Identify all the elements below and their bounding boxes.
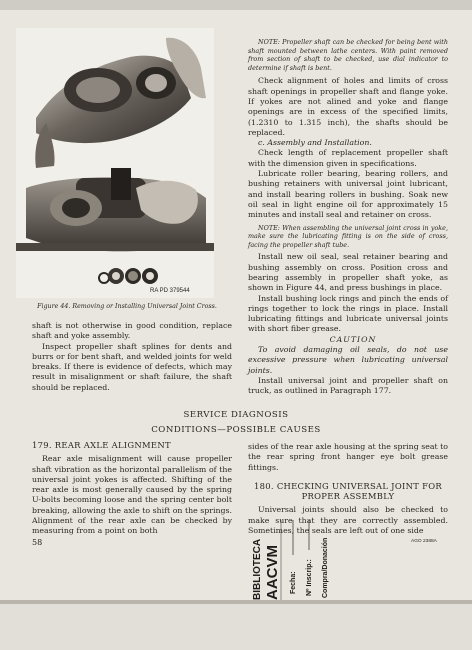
top-photo (35, 38, 206, 168)
service-diagnosis-subtitle: CONDITIONS—POSSIBLE CAUSES (151, 425, 321, 435)
section-179-text: Rear axle misalignment will cause propeller shaft vibration as the horizontal parallelism of the universal joint yokes is affected. Shifting of the rear axle is most generally caused by the spring U-bolts becoming loose and the spring center bolt breaking, allowing the axle to shift on the springs. Alignment of the rear axle can be checked by measuring from a point on both (32, 454, 232, 536)
section-180-heading: 180. CHECKING UNIVERSAL JOINT FOR PROPER ASSEMBLY (254, 480, 442, 502)
paragraph-install-seal: Install new oil seal, seal retainer bearing and bushing assembly on cross. Position cross and bearing assembly in propeller shaft yoke, as shown in Figure 44, and press bushings in place. (248, 252, 448, 293)
stamp-inscrip: Nº Inscrip.: (306, 559, 313, 596)
scan-shadow (0, 600, 472, 604)
section-179-heading: 179. REAR AXLE ALIGNMENT (32, 440, 171, 450)
section-179 (32, 440, 232, 537)
paragraph-length: Check length of replacement propeller shaft with the dimension given in specifications. (248, 148, 448, 168)
section-180-text: Universal joints should also be checked to make sure that they are correctly assembled. Sometimes, the seals are left out of one side (248, 505, 448, 536)
note-bent-shaft: NOTE: Propeller shaft can be checked for being bent with shaft mounted between lathe centers. With paint removed from section of shaft to be checked, use dial indicator to determine if shaft is bent. (248, 38, 448, 72)
stamp-compra: Compra/Donación (322, 537, 329, 598)
stamp-org: AACVM (264, 545, 281, 600)
paragraph-replace-shaft: shaft is not otherwise in good condition, replace shaft and yoke assembly. (32, 321, 232, 341)
figure-ra-label: RA PD 379544 (150, 288, 190, 294)
service-diagnosis-title: SERVICE DIAGNOSIS (183, 410, 289, 420)
caution-text: To avoid damaging oil seals, do not use excessive pressure when lubricating universal joints. (248, 344, 448, 375)
paragraph-lubricate: Lubricate roller bearing, bearing rollers, and bushing retainers with universal joint lubricant, and install bearing rollers in bushing. Soak new oil seal in light engine oil for approximately 15 minutes and install seal and retainer on cross. (248, 169, 448, 220)
figure-caption: Figure 44. Removing or Installing Universal Joint Cross. (37, 303, 217, 310)
ago-code: AGO 2388A (411, 539, 437, 544)
bottom-photo (16, 168, 214, 251)
paragraph-install-joint: Install universal joint and propeller shaft on truck, as outlined in Paragraph 177. (248, 375, 448, 396)
note-lubricating-fitting: NOTE: When assembling the universal joint cross in yoke, make sure the lubricating fitting is on the side of cross, facing the propeller shaft tube. (248, 223, 448, 249)
universal-joint-illustration (16, 28, 214, 298)
paragraph-lock-rings: Install bushing lock rings and pinch the ends of rings together to lock the rings in place. Install lubricating fittings and lubricate universal joints with short fiber grease. (248, 293, 448, 334)
paragraph-alignment: Check alignment of holes and limits of cross shaft openings in propeller shaft and flange yoke. If yokes are not alined and yoke and flange openings are in excess of the specified limits, (1.2310 to 1.315 inch), the shafts should be replaced. (248, 76, 448, 137)
section-179-continued: sides of the rear axle housing at the spring seat to the rear spring front hanger eye bolt grease fittings. (248, 442, 448, 472)
small-parts (99, 268, 158, 284)
figure-photo (16, 28, 214, 298)
left-column-upper (32, 321, 232, 393)
subheading-assembly: c. Assembly and Installation. (258, 138, 372, 148)
scan-bottom-edge (0, 600, 472, 650)
stamp-library: BIBLIOTECA (252, 538, 263, 600)
stamp-fecha: Fecha: (290, 571, 297, 594)
scan-top-edge (0, 0, 472, 10)
paragraph-inspect-splines: Inspect propeller shaft splines for dents and burrs or for bent shaft, and welded joints for weld breaks. If there is evidence of defects, which may result in misalignment or shaft failure, the shaft should be replaced. (32, 341, 232, 392)
right-column (248, 38, 448, 396)
caution-heading: CAUTION (329, 334, 377, 344)
page-number: 58 (32, 538, 43, 547)
right-column-lower (248, 442, 448, 536)
